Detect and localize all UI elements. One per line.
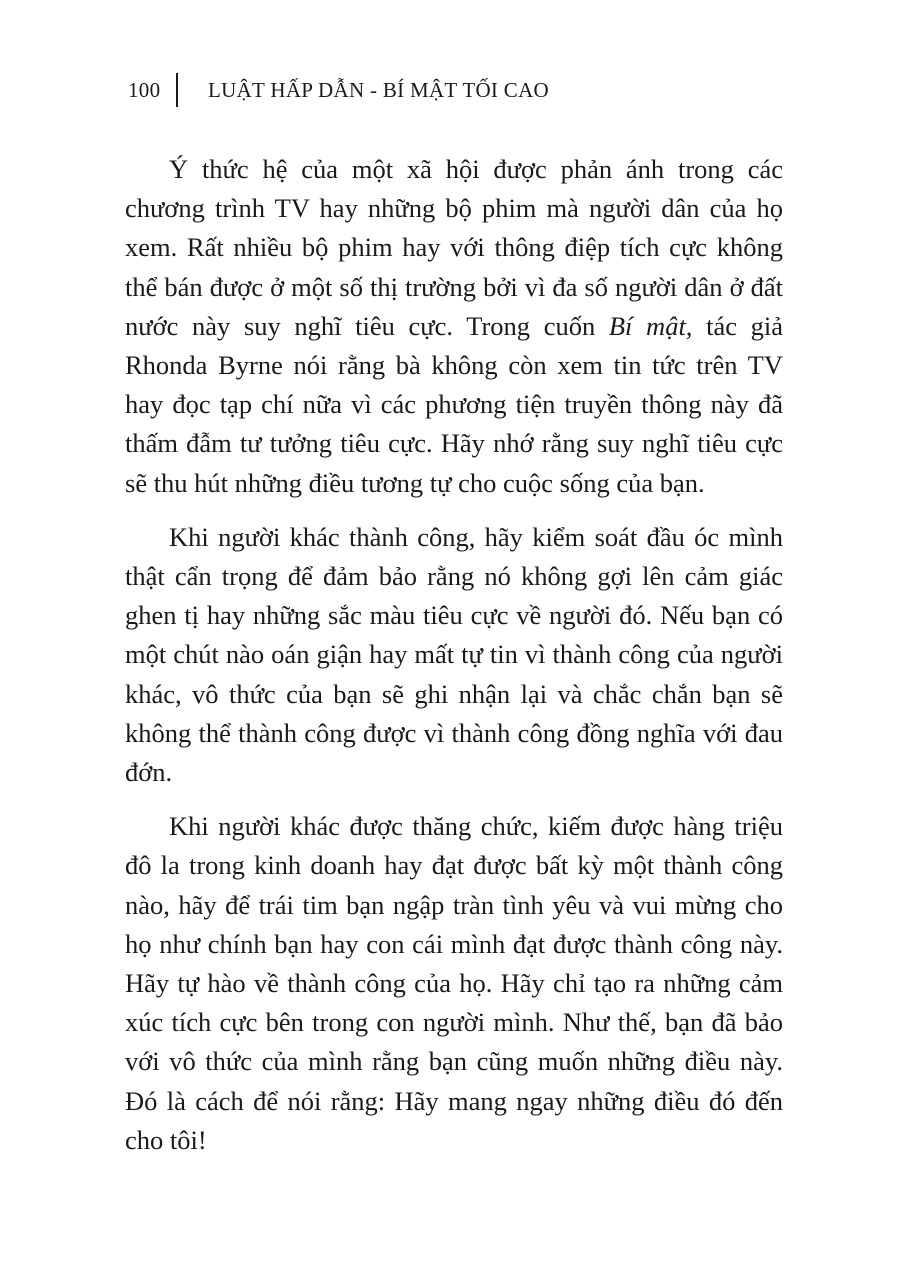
paragraph-1-text-start: Ý thức hệ của một xã hội được phản ánh trong các chương trình TV hay những bộ phim mà người dân của họ xem. Rất nhiều bộ phim hay với thông điệp tích cực không thể bán được ở một số thị trường bởi vì đa số người dân ở đất nước này suy nghĩ tiêu cực. Trong cuốn [125,154,783,341]
paragraph-1 [125,150,783,503]
paragraph-1-text-end: tác giả Rhonda Byrne nói rằng bà không còn xem tin tức trên TV hay đọc tạp chí nữa vì các phương tiện truyền thông này đã thấm đẫm tư tưởng tiêu cực. Hãy nhớ rằng suy nghĩ tiêu cực sẽ thu hút những điều tương tự cho cuộc sống của bạn. [125,310,783,498]
book-title-italic: Bí mật, [608,310,693,341]
page-number: 100 [128,77,161,102]
header-divider [176,73,178,107]
body-text [125,150,783,1175]
running-title: LUẬT HẤP DẪN - BÍ MẬT TỐI CAO [208,77,550,102]
page-header [128,72,549,108]
paragraph-2: Khi người khác thành công, hãy kiểm soát đầu óc mình thật cẩn trọng để đảm bảo rằng nó không gợi lên cảm giác ghen tị hay những sắc màu tiêu cực về người đó. Nếu bạn có một chút nào oán giận hay mất tự tin vì thành công của người khác, vô thức của bạn sẽ ghi nhận lại và chắc chắn bạn sẽ không thể thành công được vì thành công đồng nghĩa với đau đớn. [125,521,783,788]
paragraph-3: Khi người khác được thăng chức, kiếm được hàng triệu đô la trong kinh doanh hay đạt được bất kỳ một thành công nào, hãy để trái tim bạn ngập tràn tình yêu và vui mừng cho họ như chính bạn hay con cái mình đạt được thành công này. Hãy tự hào về thành công của họ. Hãy chỉ tạo ra những cảm xúc tích cực bên trong con người mình. Như thế, bạn đã bảo với vô thức của mình rằng bạn cũng muốn những điều này. Đó là cách để nói rằng: Hãy mang ngay những điều đó đến cho tôi! [125,811,783,1155]
